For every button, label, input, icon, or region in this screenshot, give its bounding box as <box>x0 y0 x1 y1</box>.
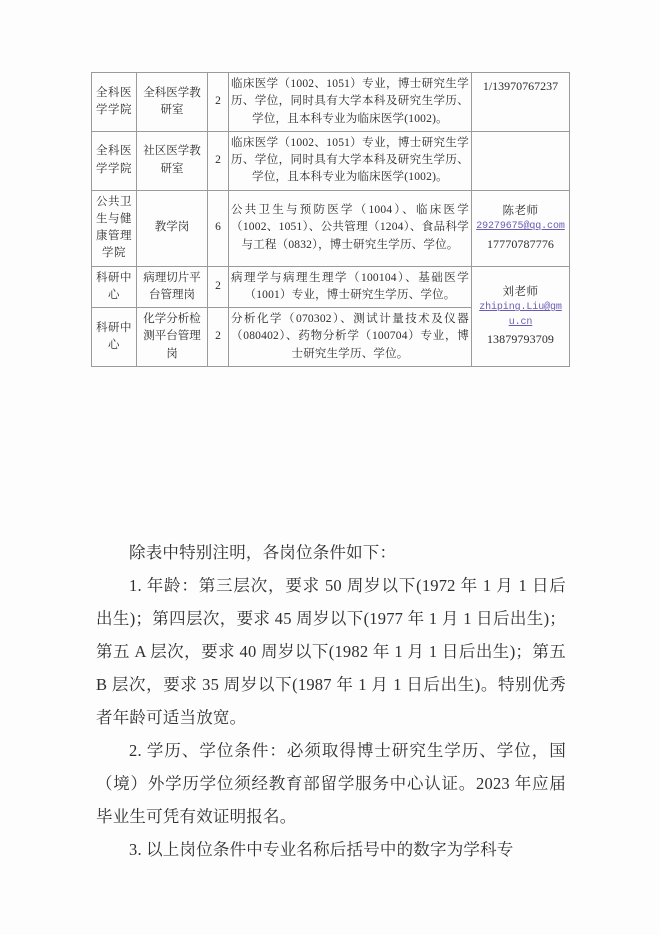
cell-college: 全科医学学院 <box>92 131 137 190</box>
cell-college: 全科医学学院 <box>92 73 137 132</box>
cell-college: 科研中心 <box>92 308 137 367</box>
cell-requirement: 病理学与病理生理学（100104）、基础医学（1001）专业，博士研究生学历、学位。 <box>229 266 472 308</box>
cell-department: 教学岗 <box>137 190 208 266</box>
table-row <box>92 73 570 132</box>
cell-contact-merged <box>472 266 570 366</box>
recruitment-table-body <box>92 73 570 367</box>
cell-contact <box>472 190 570 266</box>
cell-department: 社区医学教研室 <box>137 131 208 190</box>
table-row <box>92 131 570 190</box>
cell-headcount: 2 <box>208 308 229 367</box>
cell-college: 科研中心 <box>92 266 137 308</box>
contact-email-link[interactable]: zhiping.Liu@gmu.cn <box>479 302 562 328</box>
contact-plain-text: 1/13970767237 <box>482 79 559 93</box>
paragraph-discipline-code: 3. 以上岗位条件中专业名称后括号中的数字为学科专 <box>129 840 514 859</box>
cell-requirement: 分析化学（070302）、测试计量技术及仪器（080402）、药物分析学（100704）专业，博士研究生学历、学位。 <box>229 308 472 367</box>
cell-requirement: 临床医学（1002、1051）专业，博士研究生学历、学位，同时具有大学本科及研究生学历、学位，且本科专业为临床医学(1002)。 <box>229 73 472 132</box>
contact-name: 刘老师 <box>502 286 539 298</box>
recruitment-table-container <box>91 72 569 367</box>
contact-email-link[interactable]: 29279675@qq.com <box>476 221 565 233</box>
cell-contact <box>472 131 570 190</box>
cell-department: 全科医学教研室 <box>137 73 208 132</box>
cell-headcount: 6 <box>208 190 229 266</box>
cell-department: 化学分析检测平台管理岗 <box>137 308 208 367</box>
cell-contact <box>472 73 570 132</box>
contact-phone: 13879793709 <box>486 332 555 347</box>
contact-phone: 17770787776 <box>486 236 555 251</box>
table-row <box>92 266 570 308</box>
cell-department: 病理切片平台管理岗 <box>137 266 208 308</box>
recruitment-table <box>91 72 570 367</box>
cell-headcount: 2 <box>208 266 229 308</box>
paragraph-intro: 除表中特别注明，各岗位条件如下： <box>129 543 397 562</box>
cell-requirement: 公共卫生与预防医学（1004）、临床医学（1002、1051）、公共管理（1204）、食品科学与工程（0832），博士研究生学历、学位。 <box>229 190 472 266</box>
table-row <box>92 190 570 266</box>
cell-college: 公共卫生与健康管理学院 <box>92 190 137 266</box>
contact-name: 陈老师 <box>502 205 539 218</box>
cell-headcount: 2 <box>208 73 229 132</box>
cell-headcount: 2 <box>208 131 229 190</box>
paragraph-age-requirement: 1. 年龄：第三层次，要求 50 周岁以下(1972 年 1 月 1 日后出生)；第四层次，要求 45 周岁以下(1977 年 1 月 1 日后出生)；第五 A 层次，要求 40 周岁以下(1982 年 1 月 1 日后出生)；第五 B 层次，要求 35 周岁以下(1987 年 1 月 1 日后出生)。特别优秀者年龄可适当放宽。 <box>96 576 566 727</box>
paragraph-degree-requirement: 2. 学历、学位条件：必须取得博士研究生学历、学位，国（境）外学历学位须经教育部留学服务中心认证。2023 年应届毕业生可凭有效证明报名。 <box>96 741 566 826</box>
cell-requirement: 临床医学（1002、1051）专业，博士研究生学历、学位，同时具有大学本科及研究生学历、学位，且本科专业为临床医学(1002)。 <box>229 131 472 190</box>
document-body-text <box>96 536 566 866</box>
